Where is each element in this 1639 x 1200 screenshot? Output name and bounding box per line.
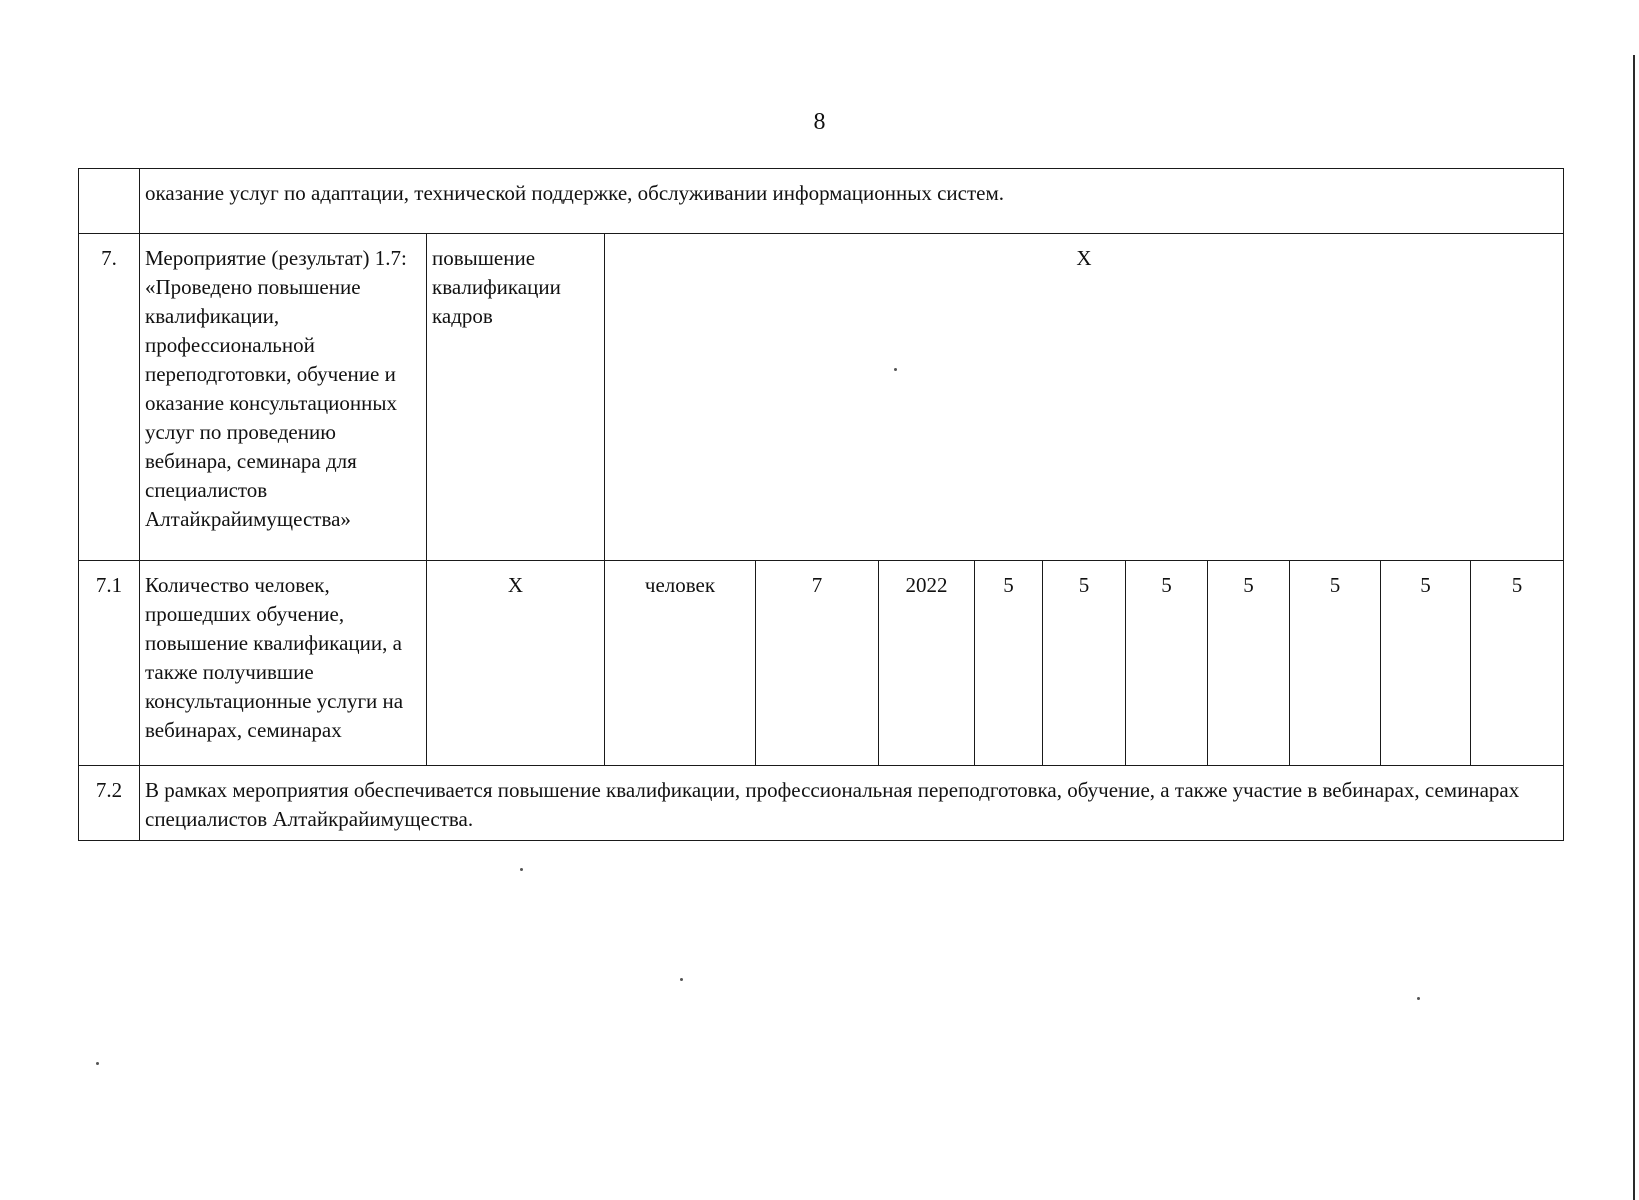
table-row-continuation — [79, 169, 1564, 234]
row-7-x-mark: Х — [605, 234, 1564, 561]
row-7-1-value: 5 — [1471, 561, 1564, 766]
row-7-event-name: Мероприятие (результат) 1.7: «Проведено повышение квалификации, профессиональной переподготовки, обучение и оказание консультационных услуг по проведению вебинара, семинара для специалистов Алтайкрайимущества» — [140, 234, 427, 561]
row-number-7-1: 7.1 — [79, 561, 140, 766]
scan-speck — [894, 368, 897, 371]
row-number-7-2: 7.2 — [79, 766, 140, 841]
scan-speck — [520, 868, 523, 871]
table-row-7-1 — [79, 561, 1564, 766]
scan-speck — [680, 978, 683, 981]
scan-speck — [1417, 997, 1420, 1000]
table-row-7 — [79, 234, 1564, 561]
row-7-1-base-value: 7 — [756, 561, 879, 766]
row-number-7: 7. — [79, 234, 140, 561]
row-7-1-value: 5 — [975, 561, 1043, 766]
row-7-2-description: В рамках мероприятия обеспечивается повышение квалификации, профессиональная переподготовка, обучение, а также участие в вебинарах, семинарах специалистов Алтайкрайимущества. — [140, 766, 1564, 841]
row-7-1-x-mark: Х — [427, 561, 605, 766]
row-7-1-indicator-name: Количество человек, прошедших обучение, повышение квалификации, а также получившие консультационные услуги на вебинарах, семинарах — [140, 561, 427, 766]
table-row-7-2 — [79, 766, 1564, 841]
row-7-1-value: 5 — [1381, 561, 1471, 766]
continuation-text: оказание услуг по адаптации, технической поддержке, обслуживании информационных систем. — [140, 169, 1564, 234]
row-7-1-value: 5 — [1290, 561, 1381, 766]
row-7-event-type: повышение квалификации кадров — [427, 234, 605, 561]
row-7-1-unit: человек — [605, 561, 756, 766]
row-7-1-base-year: 2022 — [879, 561, 975, 766]
scan-speck — [96, 1062, 99, 1065]
page-number: 8 — [813, 109, 826, 135]
scan-edge-line — [1633, 55, 1635, 1200]
program-table — [78, 168, 1564, 841]
row-7-1-value: 5 — [1126, 561, 1208, 766]
row-number-cell — [79, 169, 140, 234]
row-7-1-value: 5 — [1208, 561, 1290, 766]
row-7-1-value: 5 — [1043, 561, 1126, 766]
